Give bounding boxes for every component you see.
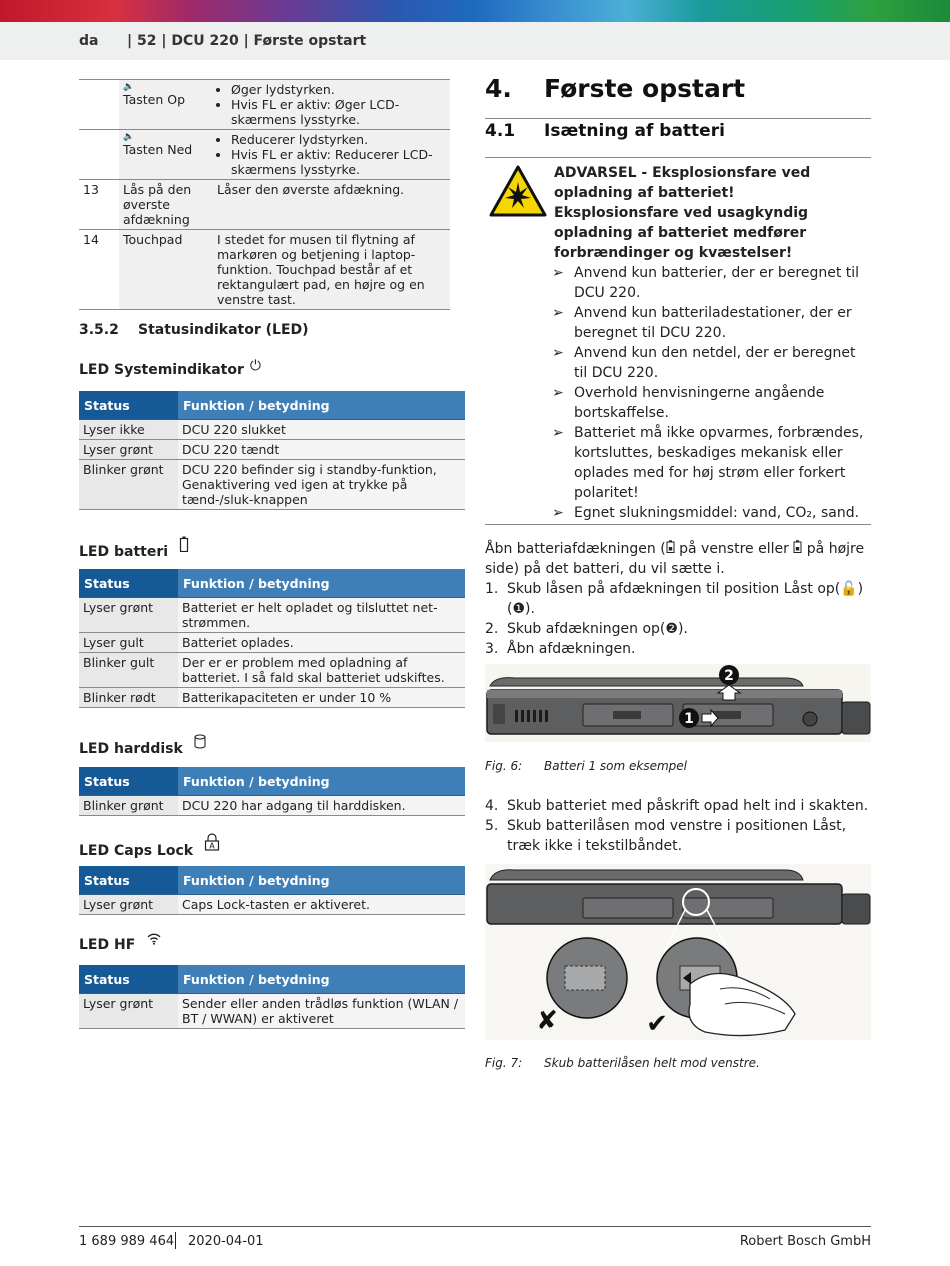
list-item: 5. Skub batterilåsen mod venstre i positionen Låst, træk ikke i tekstilbåndet. bbox=[485, 818, 847, 854]
list-item: 1. Skub låsen på afdækningen til position Låst op(🔓) (❶). bbox=[485, 581, 864, 617]
led-hdd-heading: LED harddisk bbox=[79, 738, 206, 757]
led-hf-table: Status Funktion / betydning Lyser grønt Sender eller anden trådløs funktion (WLAN / BT / WWAN) er aktiveret bbox=[79, 965, 465, 1029]
table-row: 🔈 Tasten Ned • Reducerer lydstyrken. • Hvis FL er aktiv: Reducerer LCD-skærmens lysstyrke. bbox=[79, 130, 450, 180]
led-battery-table: Status Funktion / betydning Lyser grønt Batteriet er helt opladet og tilsluttet net-strømmen. Lyser gult Batteriet oplades. Blinker gult Der er er problem med opladning af batteriet. I så fald skal batteriet udskiftes. Blinker rødt Batterikapaciteten er under 10 % bbox=[79, 569, 465, 708]
speaker-icon: 🔈 bbox=[123, 82, 135, 92]
table-row: Lyser grønt Sender eller anden trådløs funktion (WLAN / BT / WWAN) er aktiveret bbox=[79, 994, 465, 1029]
figure-7-caption: Fig. 7: Skub batterilåsen helt mod venstre. bbox=[485, 1056, 760, 1070]
list-item: ➢ Egnet slukningsmiddel: vand, CO₂, sand. bbox=[552, 505, 860, 521]
list-item: 2. Skub afdækningen op(❷). bbox=[485, 621, 688, 637]
figure-6-caption: Fig. 6: Batteri 1 som eksempel bbox=[485, 759, 687, 773]
table-row: Lyser grønt Caps Lock-tasten er aktiveret. bbox=[79, 895, 465, 915]
led-system-table: Status Funktion / betydning Lyser ikke DCU 220 slukket Lyser grønt DCU 220 tændt Blinker grønt DCU 220 befinder sig i standby-funktion, Genaktivering ved igen at trykke på tænd-/sluk-knappen bbox=[79, 391, 465, 510]
table-row: Blinker grønt DCU 220 har adgang til harddisken. bbox=[79, 796, 465, 816]
explosion-warning-icon bbox=[488, 164, 548, 222]
header-language: da bbox=[79, 33, 99, 49]
table-row: Blinker rødt Batterikapaciteten er under 10 % bbox=[79, 688, 465, 708]
battery-icon bbox=[793, 541, 802, 557]
footer-divider bbox=[79, 1226, 871, 1227]
figure-6-image bbox=[485, 664, 871, 742]
figure-7-image bbox=[485, 864, 871, 1040]
key-table bbox=[79, 79, 450, 310]
steps-list bbox=[485, 579, 875, 659]
table-row: 🔈 Tasten Op • Øger lydstyrken. • Hvis FL er aktiv: Øger LCD-skærmens lysstyrke. bbox=[79, 80, 450, 130]
table-row: Lyser grønt DCU 220 tændt bbox=[79, 440, 465, 460]
warning-box: ADVARSEL - Eksplosionsfare ved opladning af batteriet! Eksplosionsfare ved usagkyndig opladning af batteriet medfører forbrændinger og kvæstelser! ➢ Anvend kun batterier, der er beregnet til DCU 220. ➢ Anvend kun batteriladestationer, der er beregnet til DCU 220. ➢ Anvend kun den netdel, der er beregnet til DCU 220. ➢ Overhold henvisningerne angående bortskaffelse. ➢ Batteriet må ikke opvarmes, forbrændes, kortsluttes, beskadiges mekanisk eller oplades med for høj strøm eller forkert polaritet! ➢ Egnet slukningsmiddel: vand, CO₂, sand. bbox=[554, 163, 870, 523]
section-title: 4.1 Isætning af batteri bbox=[485, 121, 725, 141]
table-row: Blinker grønt DCU 220 befinder sig i standby-funktion, Genaktivering ved igen at trykke på tænd-/sluk-knappen bbox=[79, 460, 465, 510]
step-marker-1: 1 bbox=[684, 711, 694, 727]
list-item: ➢ Anvend kun batteriladestationer, der er beregnet til DCU 220. bbox=[552, 305, 852, 341]
divider bbox=[485, 157, 871, 158]
chapter-title: 4. Første opstart bbox=[485, 74, 746, 103]
intro-paragraph: Åbn batteriafdækningen ( på venstre eller på højre side) på det batteri, du vil sætte i. bbox=[485, 541, 865, 577]
footer-docnum: 1 689 989 464 bbox=[79, 1234, 175, 1249]
table-row: Blinker gult Der er er problem med opladning af batteriet. I så fald skal batteriet udskiftes. bbox=[79, 653, 465, 688]
header-page-title: | 52 | DCU 220 | Første opstart bbox=[127, 33, 367, 49]
wrong-mark-icon: ✘ bbox=[536, 1006, 558, 1036]
battery-icon bbox=[666, 541, 675, 557]
table-row: 13 Lås på den øverste afdækning Låser den øverste afdækning. bbox=[79, 180, 450, 230]
section-heading: 3.5.2 Statusindikator (LED) bbox=[79, 322, 309, 338]
led-system-heading: LED Systemindikator ⏻ bbox=[79, 358, 261, 378]
table-row: Lyser ikke DCU 220 slukket bbox=[79, 420, 465, 440]
table-row: Lyser gult Batteriet oplades. bbox=[79, 633, 465, 653]
divider bbox=[485, 118, 871, 119]
check-mark-icon: ✔ bbox=[646, 1009, 668, 1039]
hard-disk-icon bbox=[194, 737, 206, 753]
led-hf-heading: LED HF bbox=[79, 935, 162, 953]
power-icon: ⏻ bbox=[249, 358, 261, 374]
list-item: 4. Skub batteriet med påskrift opad helt ind i skakten. bbox=[485, 798, 869, 814]
battery-icon bbox=[179, 540, 189, 556]
steps-list bbox=[485, 796, 875, 856]
footer-company: Robert Bosch GmbH bbox=[739, 1234, 871, 1249]
divider bbox=[485, 524, 871, 525]
list-item: 3. Åbn afdækningen. bbox=[485, 641, 636, 657]
table-row: 14 Touchpad I stedet for musen til flytning af markøren og betjening i laptop-funktion. Touchpad består af et rektangulært pad, en højre og en venstre tast. bbox=[79, 230, 450, 310]
footer-separator bbox=[175, 1232, 176, 1249]
caps-lock-icon bbox=[204, 839, 220, 855]
list-item: ➢ Anvend kun den netdel, der er beregnet til DCU 220. bbox=[552, 345, 856, 381]
brand-stripe bbox=[0, 0, 950, 22]
led-hdd-table: Status Funktion / betydning Blinker grønt DCU 220 har adgang til harddisken. bbox=[79, 767, 465, 816]
list-item: ➢ Anvend kun batterier, der er beregnet til DCU 220. bbox=[552, 265, 860, 301]
led-caps-table: Status Funktion / betydning Lyser grønt Caps Lock-tasten er aktiveret. bbox=[79, 866, 465, 915]
list-item: ➢ Overhold henvisningerne angående bortskaffelse. bbox=[552, 385, 825, 421]
speaker-icon: 🔈 bbox=[123, 132, 135, 142]
led-caps-heading: LED Caps Lock A bbox=[79, 837, 220, 859]
table-row: Lyser grønt Batteriet er helt opladet og tilsluttet net-strømmen. bbox=[79, 598, 465, 633]
svg-text:A: A bbox=[209, 841, 215, 851]
footer-date: 2020-04-01 bbox=[188, 1234, 264, 1249]
led-battery-heading: LED batteri bbox=[79, 540, 189, 560]
list-item: ➢ Batteriet må ikke opvarmes, forbrændes, kortsluttes, beskadiges mekanisk eller oplades med for høj strøm eller forkert polaritet! bbox=[552, 425, 864, 501]
step-marker-2: 2 bbox=[724, 668, 734, 684]
wireless-icon bbox=[146, 933, 162, 949]
